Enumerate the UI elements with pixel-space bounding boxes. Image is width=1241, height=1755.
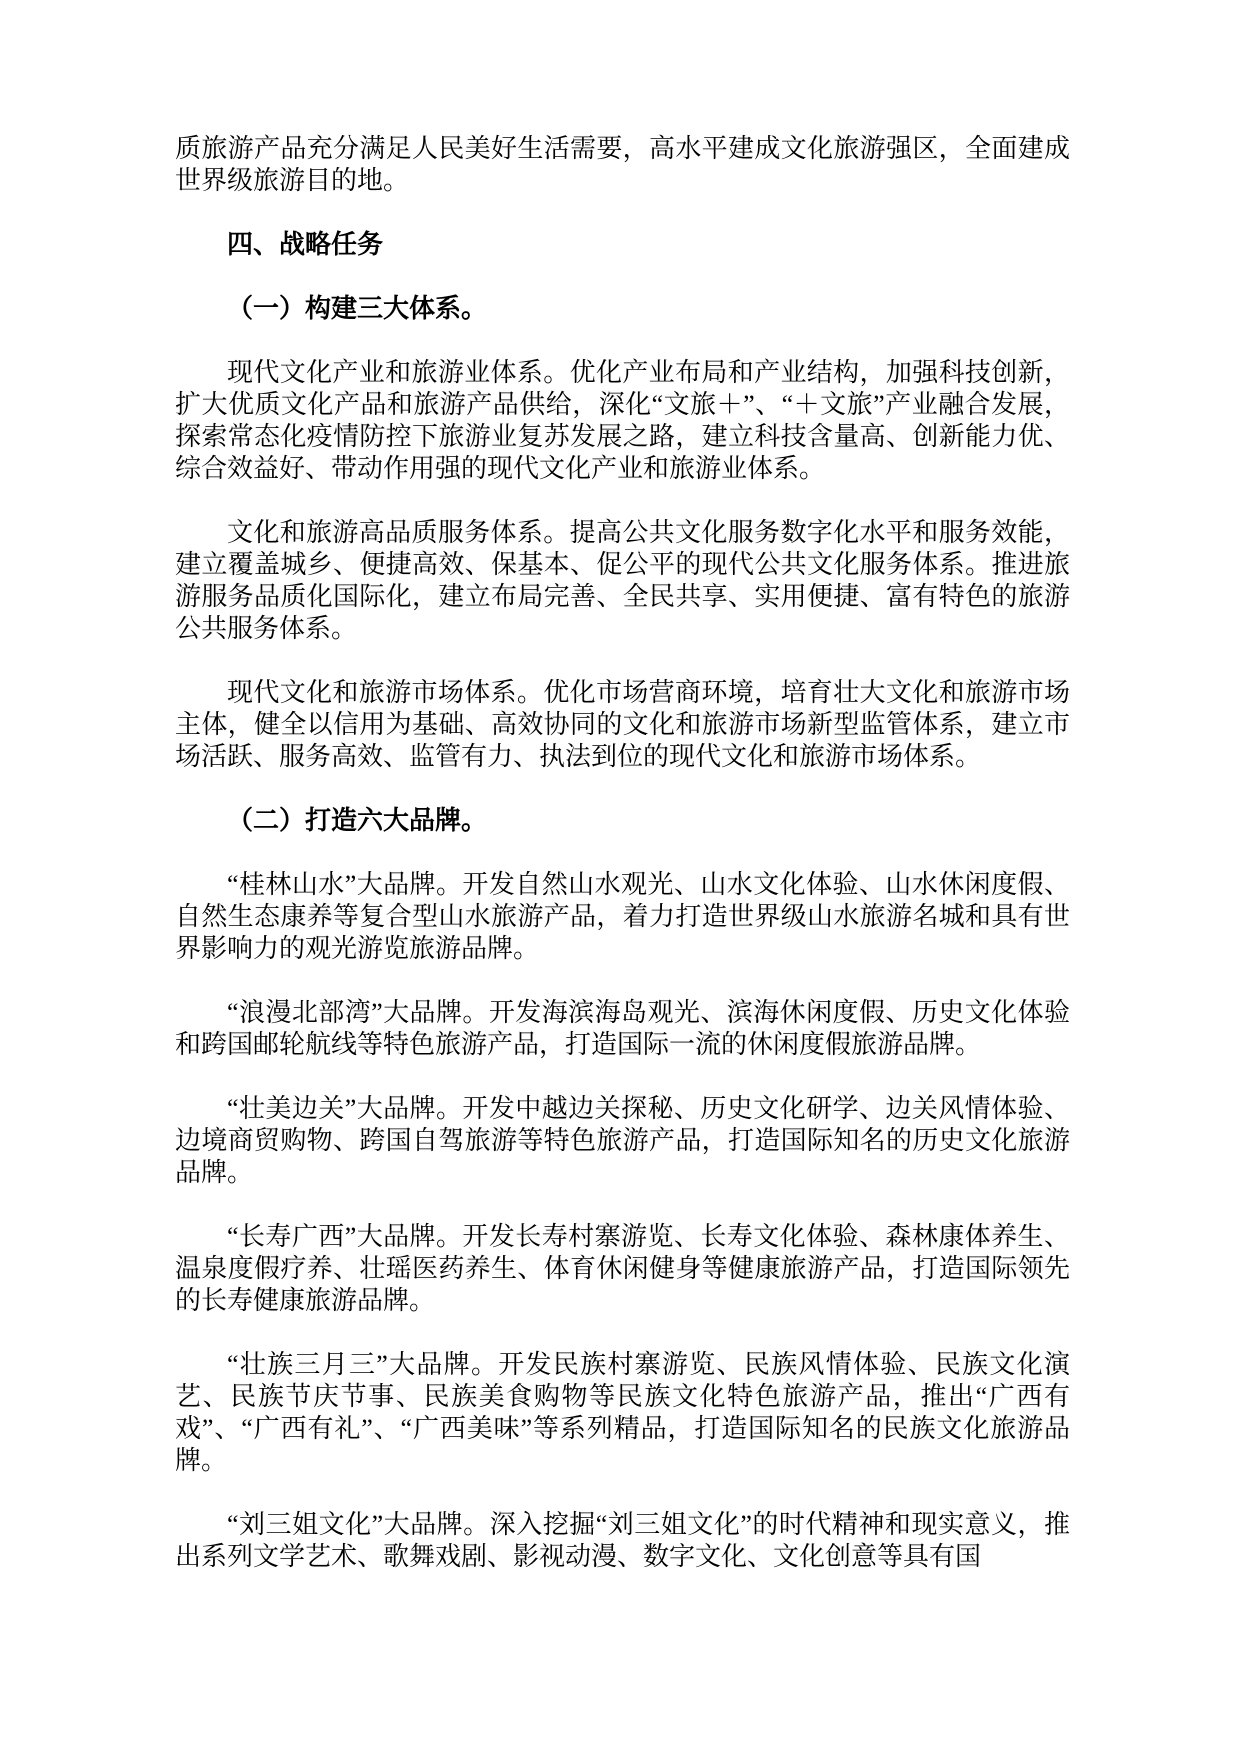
paragraph-brand-guilin-landscape: “桂林山水”大品牌。开发自然山水观光、山水文化体验、山水休闲度假、自然生态康养等复合型山水旅游产品，着力打造世界级山水旅游名城和具有世界影响力的观光游览旅游品牌。: [175, 870, 1070, 963]
paragraph-continuation-world-class-destination: 质旅游产品充分满足人民美好生活需要，高水平建成文化旅游强区，全面建成世界级旅游目的地。: [175, 134, 1070, 195]
paragraph-brand-romantic-beibu-gulf: “浪漫北部湾”大品牌。开发海滨海岛观光、滨海休闲度假、历史文化体验和跨国邮轮航线等特色旅游产品，打造国际一流的休闲度假旅游品牌。: [175, 998, 1070, 1059]
section-heading-strategic-tasks: 四、战略任务: [227, 230, 384, 259]
paragraph-modern-culture-tourism-industry-system: 现代文化产业和旅游业体系。优化产业布局和产业结构，加强科技创新，扩大优质文化产品和旅游产品供给，深化“文旅＋”、“＋文旅”产业融合发展，探索常态化疫情防控下旅游业复苏发展之路，建立科技含量高、创新能力优、综合效益好、带动作用强的现代文化产业和旅游业体系。: [175, 358, 1070, 483]
subsection-heading-build-three-systems: （一）构建三大体系。: [227, 294, 488, 323]
document-text-column: [175, 133, 1070, 1573]
paragraph-brand-longevity-guangxi: “长寿广西”大品牌。开发长寿村寨游览、长寿文化体验、森林康体养生、温泉度假疗养、壮瑶医药养生、体育休闲健身等健康旅游产品，打造国际领先的长寿健康旅游品牌。: [175, 1222, 1070, 1315]
paragraph-brand-liu-sanjie-culture: “刘三姐文化”大品牌。深入挖掘“刘三姐文化”的时代精神和现实意义，推出系列文学艺术、歌舞戏剧、影视动漫、数字文化、文化创意等具有国: [175, 1510, 1070, 1571]
paragraph-modern-culture-tourism-market-system: 现代文化和旅游市场体系。优化市场营商环境，培育壮大文化和旅游市场主体，健全以信用为基础、高效协同的文化和旅游市场新型监管体系，建立市场活跃、服务高效、监管有力、执法到位的现代文化和旅游市场体系。: [175, 678, 1070, 771]
paragraph-brand-zhuang-march-third: “壮族三月三”大品牌。开发民族村寨游览、民族风情体验、民族文化演艺、民族节庆节事、民族美食购物等民族文化特色旅游产品，推出“广西有戏”、“广西有礼”、“广西美味”等系列精品，打造国际知名的民族文化旅游品牌。: [175, 1350, 1070, 1475]
subsection-heading-create-six-brands: （二）打造六大品牌。: [227, 806, 488, 835]
paragraph-high-quality-service-system: 文化和旅游高品质服务体系。提高公共文化服务数字化水平和服务效能，建立覆盖城乡、便捷高效、保基本、促公平的现代公共文化服务体系。推进旅游服务品质化国际化，建立布局完善、全民共享、实用便捷、富有特色的旅游公共服务体系。: [175, 518, 1070, 643]
paragraph-brand-magnificent-border: “壮美边关”大品牌。开发中越边关探秘、历史文化研学、边关风情体验、边境商贸购物、跨国自驾旅游等特色旅游产品，打造国际知名的历史文化旅游品牌。: [175, 1094, 1070, 1187]
